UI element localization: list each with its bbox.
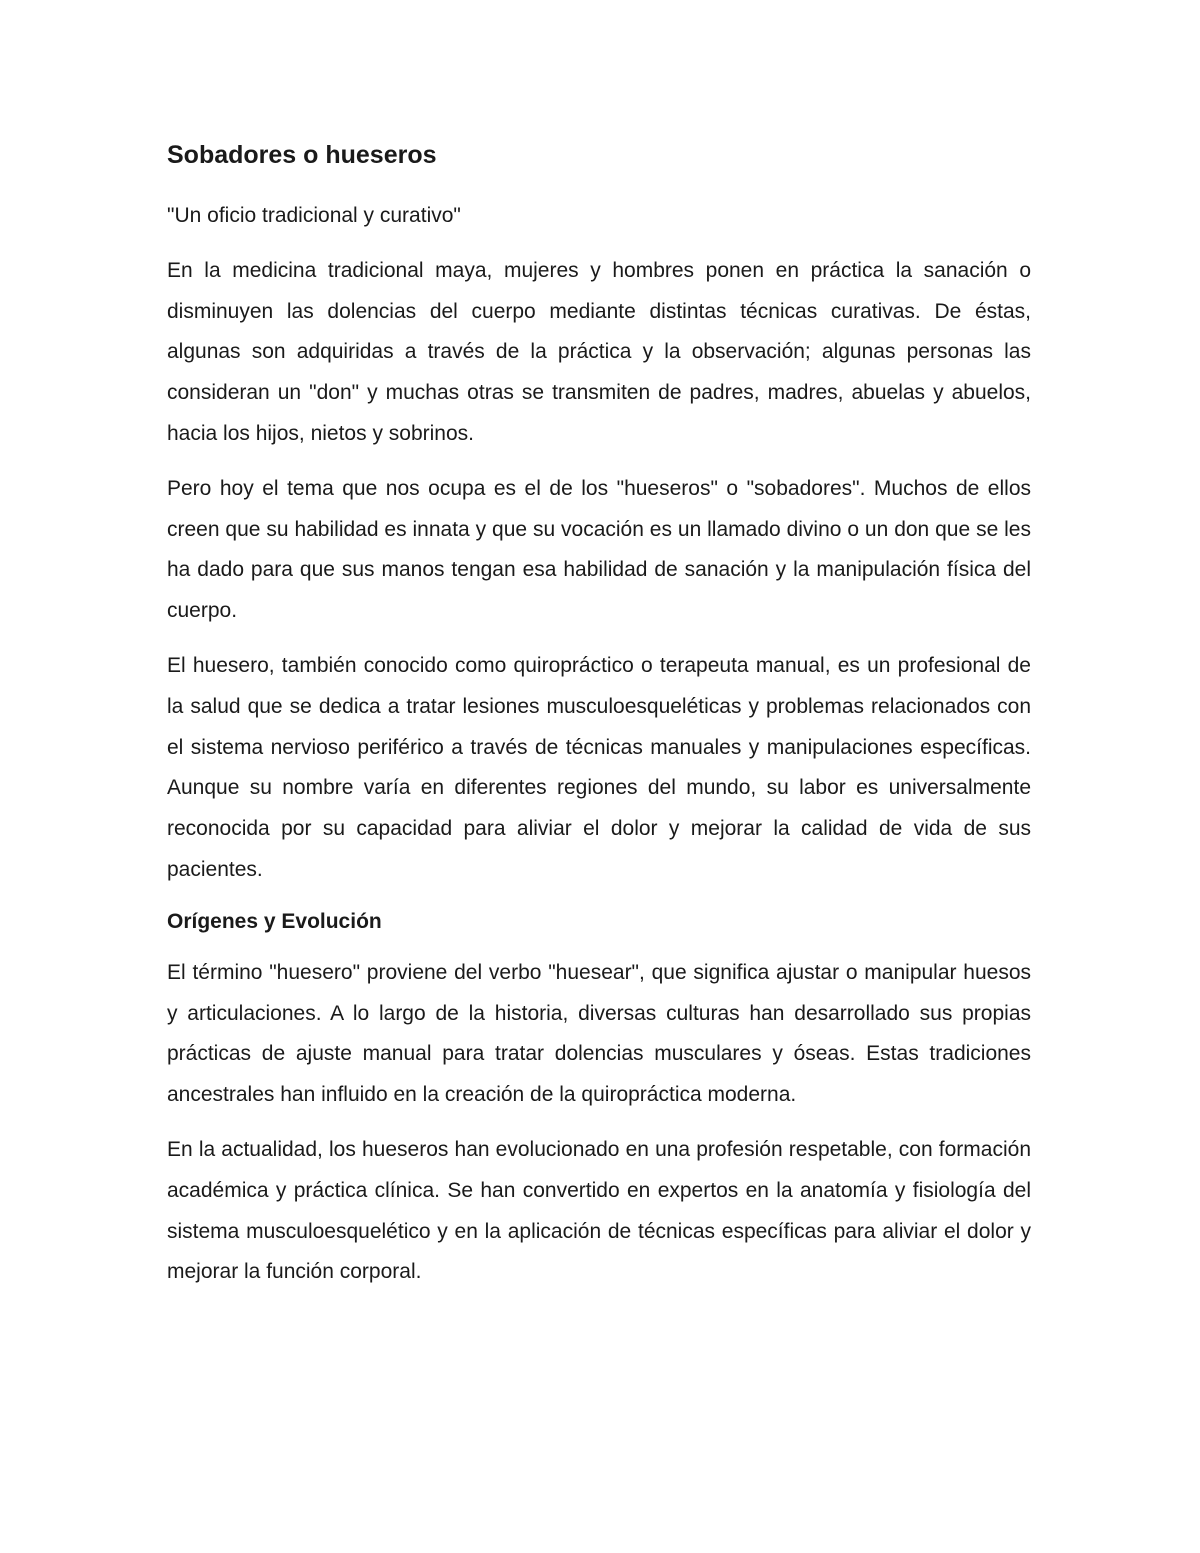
subtitle: "Un oficio tradicional y curativo"	[167, 204, 461, 227]
paragraph-section-2: En la actualidad, los hueseros han evolucionado en una profesión respetable, con formación académica y práctica clínica. Se han convertido en expertos en la anatomía y fisiología del sistema musculoesquelético y en la aplicación de técnicas específicas para aliviar el dolor y mejorar la función corporal.	[167, 1137, 1031, 1284]
paragraph-section-1: El término "huesero" proviene del verbo "huesear", que significa ajustar o manipular huesos y articulaciones. A lo largo de la historia, diversas culturas han desarrollado sus propias prácticas de ajuste manual para tratar dolencias musculares y óseas. Estas tradiciones ancestrales han influido en la creación de la quiropráctica moderna.	[167, 960, 1031, 1107]
document-body	[167, 136, 1031, 1307]
page-title: Sobadores o hueseros	[167, 141, 437, 169]
section-heading: Orígenes y Evolución	[167, 909, 382, 933]
paragraph-intro-1: En la medicina tradicional maya, mujeres y hombres ponen en práctica la sanación o disminuyen las dolencias del cuerpo mediante distintas técnicas curativas. De éstas, algunas son adquiridas a través de la práctica y la observación; algunas personas las consideran un "don" y muchas otras se transmiten de padres, madres, abuelas y abuelos, hacia los hijos, nietos y sobrinos.	[167, 258, 1031, 445]
paragraph-intro-2: Pero hoy el tema que nos ocupa es el de los "hueseros" o "sobadores". Muchos de ellos creen que su habilidad es innata y que su vocación es un llamado divino o un don que se les ha dado para que sus manos tengan esa habilidad de sanación y la manipulación física del cuerpo.	[167, 476, 1031, 623]
paragraph-intro-3: El huesero, también conocido como quiropráctico o terapeuta manual, es un profesional de la salud que se dedica a tratar lesiones musculoesqueléticas y problemas relacionados con el sistema nervioso periférico a través de técnicas manuales y manipulaciones específicas. Aunque su nombre varía en diferentes regiones del mundo, su labor es universalmente reconocida por su capacidad para aliviar el dolor y mejorar la calidad de vida de sus pacientes.	[167, 653, 1031, 881]
